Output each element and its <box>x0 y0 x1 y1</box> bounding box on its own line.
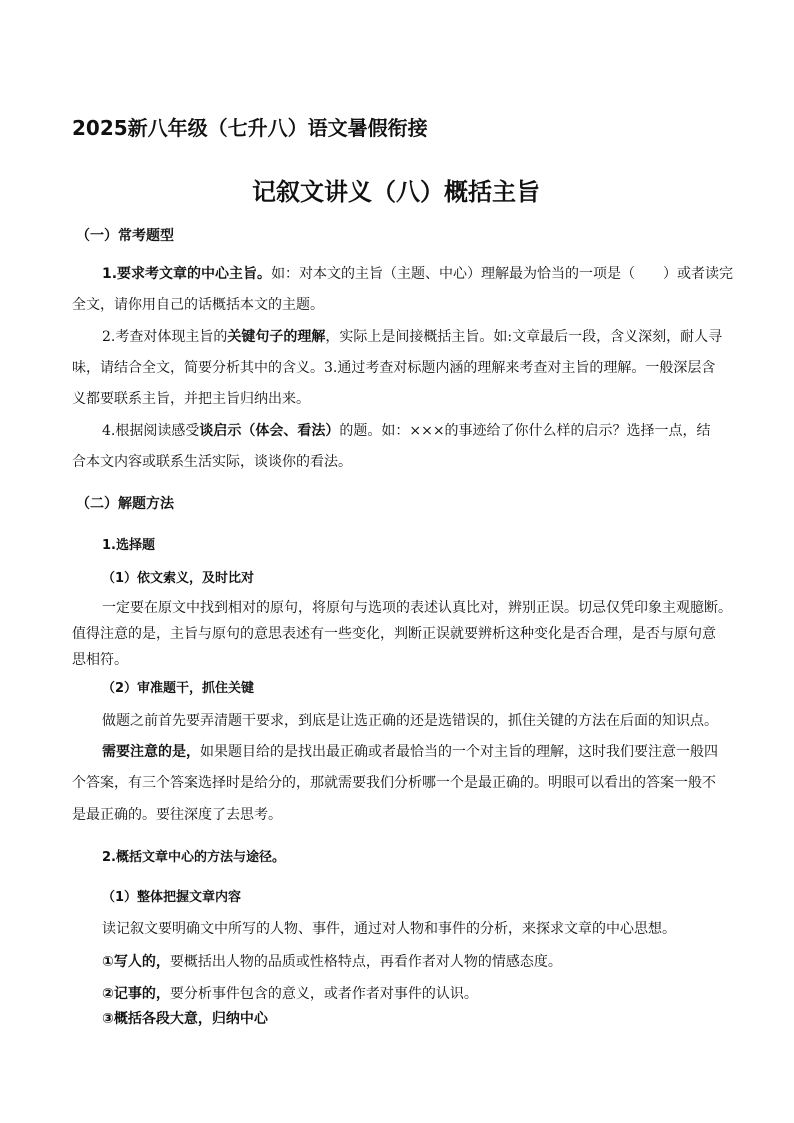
question-type-2 <box>102 327 722 347</box>
method-1-sub-1-heading: （1）依文索义，及时比对 <box>102 571 255 586</box>
document-title: 2025新八年级（七升八）语文暑假衔接 <box>72 116 428 140</box>
question-type-1-bold: 1.要求考文章的中心主旨。 <box>102 266 272 282</box>
section-heading-methods: （二）解题方法 <box>76 496 174 512</box>
method-2-item-1-text: 要概括出人物的品质或性格特点，再看作者对人物的情感态度。 <box>169 954 562 970</box>
method-2-item-2-bold: ②记事的， <box>102 986 170 1002</box>
method-1-sub-2-line-1: 做题之前首先要弄清题干要求，到底是让选正确的还是选错误的，抓住关键的方法在后面的知识点。 <box>102 713 718 729</box>
method-1-sub-2-line-4: 是最正确的。要往深度了去思考。 <box>72 807 282 823</box>
question-type-3-pre: 4.根据阅读感受 <box>102 423 200 439</box>
method-2-sub-1-heading: （1）整体把握文章内容 <box>102 890 242 905</box>
method-1-sub-2-text: 如果题目给的是找出最正确或者最恰当的一个对主旨的理解，这时我们要注意一般四 <box>200 744 718 760</box>
question-type-3-bold: 谈启示（体会、看法） <box>199 423 340 439</box>
method-1-heading: 1.选择题 <box>102 538 155 553</box>
question-type-2-bold: 关键句子的理解 <box>227 329 326 345</box>
method-1-sub-1-line-3: 思相符。 <box>72 652 128 668</box>
method-2-item-2 <box>102 984 478 1004</box>
question-type-3 <box>102 421 711 441</box>
method-1-sub-2-bold: 需要注意的是， <box>102 744 200 760</box>
method-1-sub-1-line-2: 值得注意的是，主旨与原句的意思表述有一些变化，判断正误就要辨析这种变化是否合理，是否与原句意 <box>72 626 716 642</box>
question-type-2-line-3: 义都要联系主旨，并把主旨归纳出来。 <box>72 391 310 407</box>
method-2-sub-1-line-1: 读记叙文要明确文中所写的人物、事件，通过对人物和事件的分析，来探求文章的中心思想。 <box>102 921 676 937</box>
question-type-3-line-2: 合本文内容或联系生活实际，谈谈你的看法。 <box>72 454 352 470</box>
question-type-1-line-2: 全文，请你用自己的话概括本文的主题。 <box>72 297 324 313</box>
question-type-1-text: 如：对本文的主旨（主题、中心）理解最为恰当的一项是（ ）或者读完 <box>271 266 734 282</box>
method-2-heading: 2.概括文章中心的方法与途径。 <box>102 850 285 865</box>
question-type-2-text: ，实际上是间接概括主旨。如:文章最后一段，含义深刻，耐人寻 <box>325 329 723 345</box>
method-2-item-3: ③概括各段大意，归纳中心 <box>102 1011 268 1027</box>
section-heading-common-types: （一）常考题型 <box>76 228 174 244</box>
question-type-2-line-2: 味，请结合全文，简要分析其中的含义。3.通过考查对标题内涵的理解来考查对主旨的理解。一般深层含 <box>72 360 716 376</box>
method-2-item-2-text: 要分析事件包含的意义，或者作者对事件的认识。 <box>169 986 478 1002</box>
question-type-2-pre: 2.考查对体现主旨的 <box>102 329 228 345</box>
lecture-title: 记叙文讲义（八）概括主旨 <box>252 178 540 206</box>
method-2-item-1-bold: ①写人的， <box>102 954 170 970</box>
method-1-sub-2-line-3: 个答案，有三个答案选择时是给分的，那就需要我们分析哪一个是最正确的。明眼可以看出的答案一般不 <box>72 775 716 791</box>
question-type-1 <box>102 264 733 284</box>
question-type-3-text: 的题。如：×××的事迹给了你什么样的启示？选择一点，结 <box>339 423 711 439</box>
method-1-sub-2-heading: （2）审准题干，抓住关键 <box>102 681 255 696</box>
method-1-sub-1-line-1: 一定要在原文中找到相对的原句，将原句与选项的表述认真比对，辨别正误。切忌仅凭印象主观臆断。 <box>102 600 732 616</box>
method-1-sub-2-line-2 <box>102 742 718 762</box>
method-2-item-1 <box>102 952 562 972</box>
